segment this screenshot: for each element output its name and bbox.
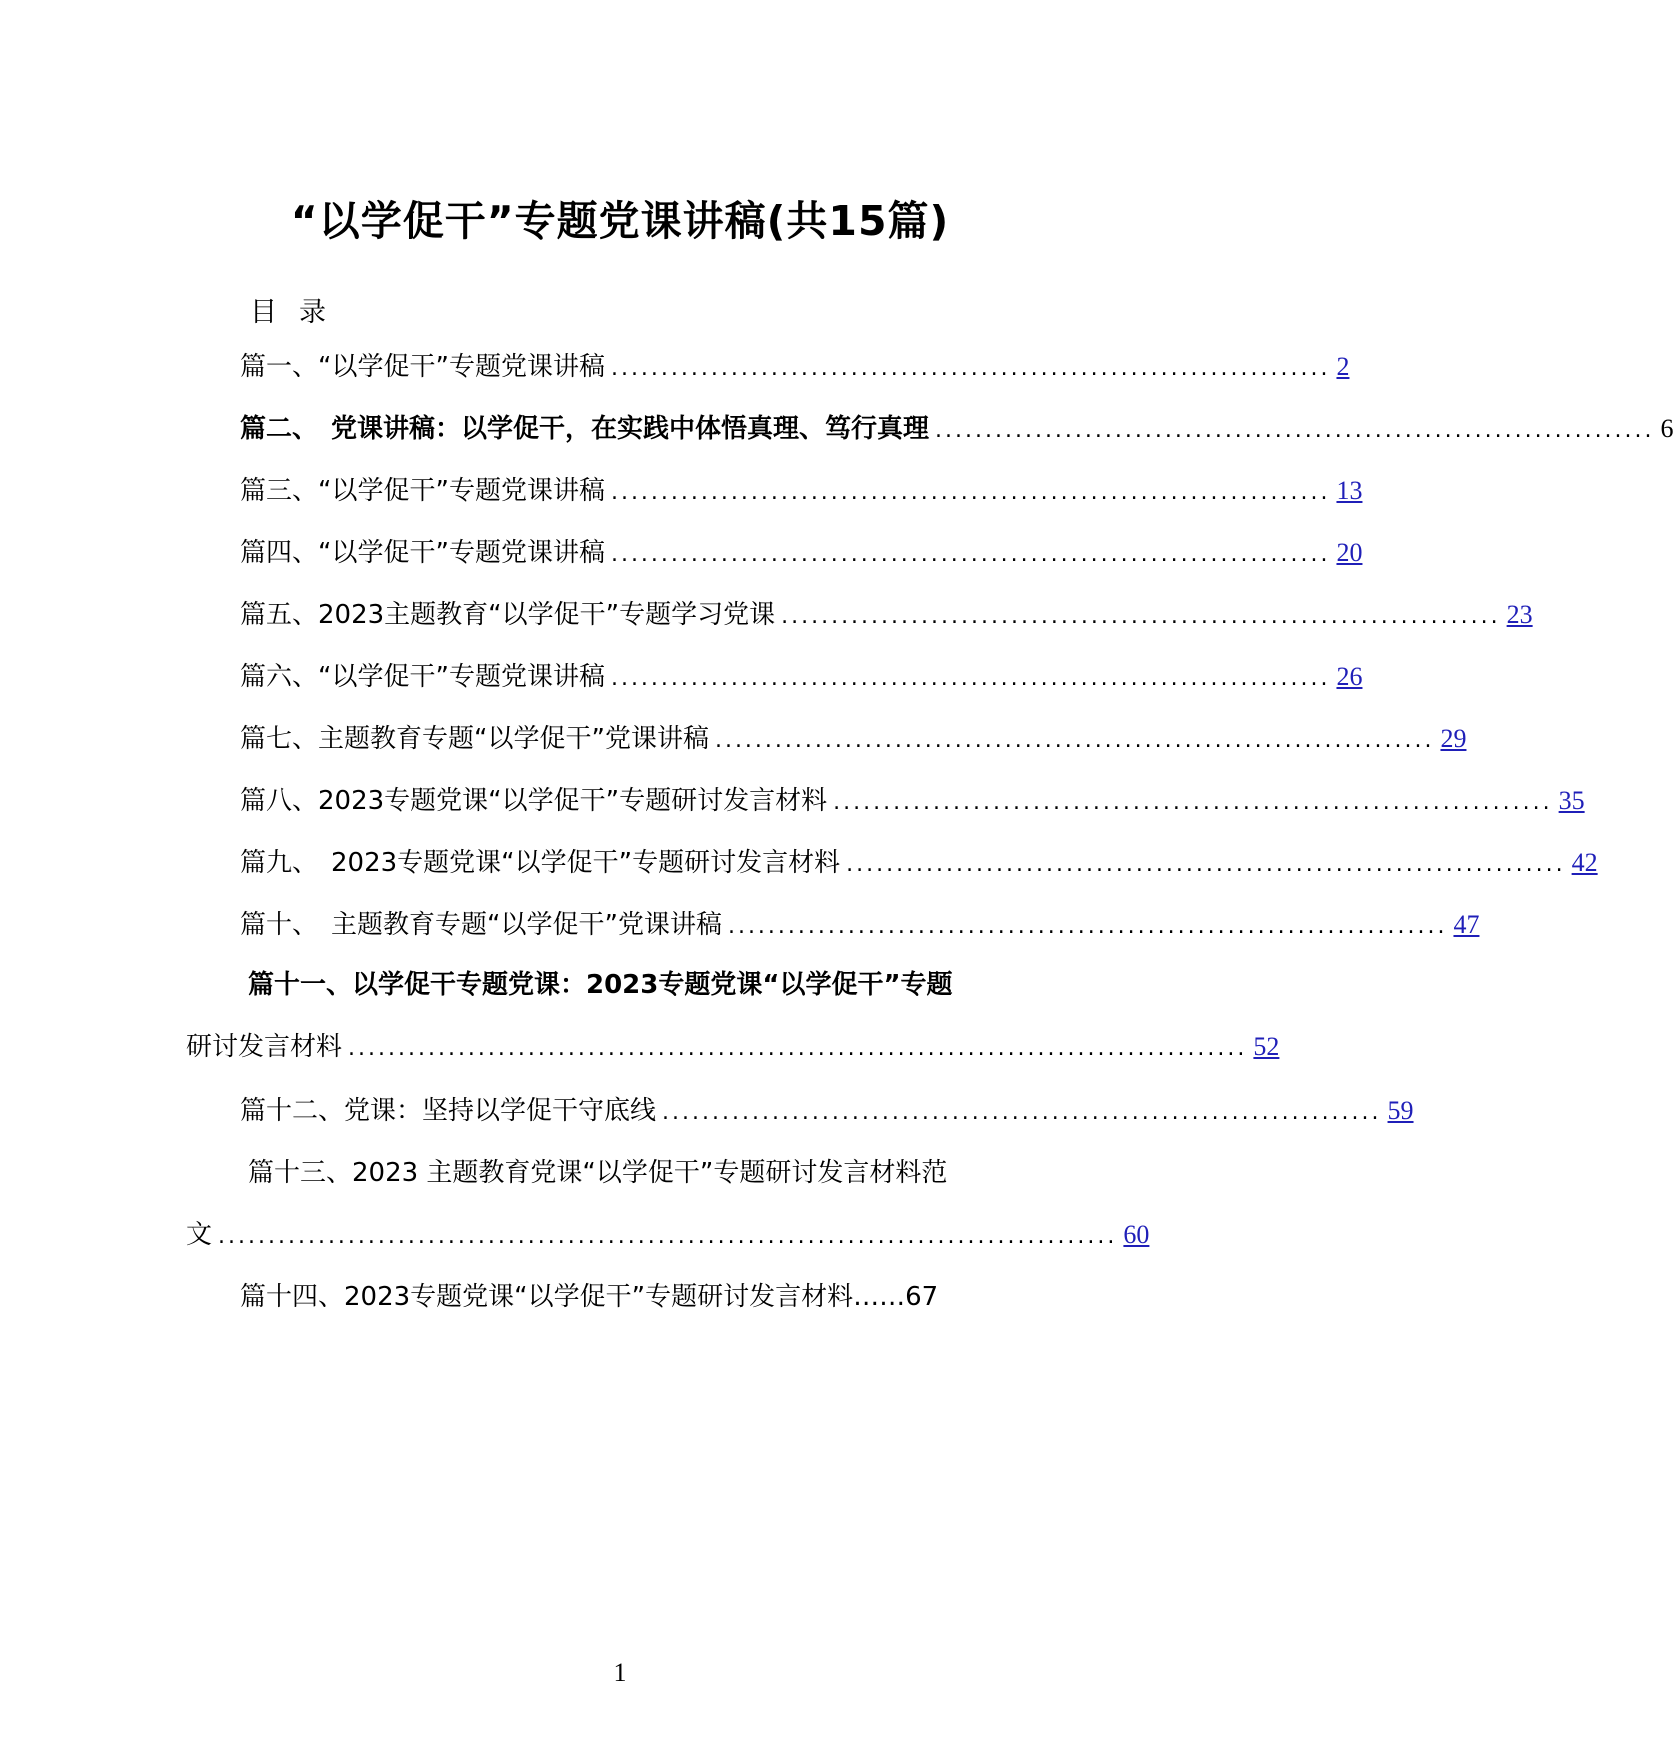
toc-leader-dots: .......................................................................................... — [218, 1224, 1118, 1249]
toc-leader-dots: ........................................................................ — [935, 418, 1655, 443]
toc-entry-title: 篇五、2023主题教育“以学促干”专题学习党课 — [240, 600, 776, 630]
toc-entry-title: 篇十三、2023 主题教育党课“以学促干”专题研讨发言材料范 — [248, 1158, 948, 1188]
toc-entry[interactable] — [240, 718, 1467, 754]
toc-page-link[interactable]: 29 — [1440, 724, 1467, 753]
toc-page-link[interactable]: 47 — [1453, 910, 1480, 939]
toc-entry[interactable] — [240, 1276, 1040, 1312]
page-number: 1 — [613, 1658, 627, 1687]
toc-page-number: 6 — [1660, 414, 1674, 443]
toc-page-link[interactable]: 52 — [1253, 1032, 1280, 1061]
toc-entry[interactable] — [240, 780, 1585, 816]
toc-page-link[interactable]: 60 — [1123, 1220, 1150, 1249]
toc-leader-dots: ........................................................................ — [714, 728, 1435, 753]
toc-entry[interactable] — [240, 1090, 1414, 1126]
toc-page-link[interactable]: 35 — [1558, 786, 1585, 815]
toc-leader-dots: ........................................................................ — [727, 914, 1448, 939]
toc-leader-dots: ........................................................................ — [662, 1100, 1382, 1125]
toc-entry-first-line[interactable] — [248, 964, 1038, 1000]
toc-entry-title-continued: 研讨发言材料 — [186, 1032, 343, 1062]
toc-entry-title: 篇十一、以学促干专题党课：2023专题党课“以学促干”专题 — [248, 970, 953, 1000]
toc-leader-dots: ........................................................................ — [846, 852, 1566, 877]
toc-entry-title-continued: 文 — [186, 1220, 213, 1250]
toc-entry-title: 篇十四、2023专题党课“以学促干”专题研讨发言材料……67 — [240, 1282, 939, 1312]
toc-entry-first-line[interactable] — [248, 1152, 1048, 1188]
toc-page-link[interactable]: 2 — [1336, 352, 1350, 381]
toc-entry[interactable] — [240, 904, 1480, 940]
toc-leader-dots: ........................................................................ — [781, 604, 1501, 629]
toc-entry-title: 篇四、“以学促干”专题党课讲稿 — [240, 538, 605, 568]
toc-entry[interactable] — [240, 470, 1363, 506]
toc-page-link[interactable]: 20 — [1336, 538, 1363, 567]
toc-page-link[interactable]: 42 — [1571, 848, 1598, 877]
toc-entry[interactable] — [240, 532, 1363, 568]
toc-entry-title: 篇七、主题教育专题“以学促干”党课讲稿 — [240, 724, 709, 754]
toc-leader-dots: ........................................................................ — [610, 542, 1331, 567]
toc-entry-title: 篇十、 主题教育专题“以学促干”党课讲稿 — [240, 910, 722, 940]
toc-page-link[interactable]: 23 — [1506, 600, 1533, 629]
toc-page-link[interactable]: 26 — [1336, 662, 1363, 691]
toc-heading: 目录 — [250, 297, 348, 328]
toc-entry[interactable] — [240, 656, 1363, 692]
toc-entry[interactable] — [240, 408, 1674, 444]
toc-entry[interactable] — [240, 346, 1350, 382]
toc-entry-continuation[interactable] — [186, 1214, 1150, 1250]
toc-entry[interactable] — [240, 594, 1533, 630]
toc-entry-title: 篇十二、党课：坚持以学促干守底线 — [240, 1096, 657, 1126]
toc-leader-dots: ........................................................................ — [610, 666, 1331, 691]
toc-leader-dots: ........................................................................ — [833, 790, 1553, 815]
toc-entry-title: 篇二、 党课讲稿：以学促干，在实践中体悟真理、笃行真理 — [240, 414, 930, 444]
toc-entry-title: 篇九、 2023专题党课“以学促干”专题研讨发言材料 — [240, 848, 841, 878]
toc-entry[interactable] — [240, 842, 1598, 878]
document-title: “以学促干”专题党课讲稿(共15篇) — [290, 197, 950, 245]
toc-leader-dots: ........................................................................ — [610, 356, 1331, 381]
toc-leader-dots: .......................................................................................... — [348, 1036, 1248, 1061]
toc-leader-dots: ........................................................................ — [610, 480, 1331, 505]
toc-page-link[interactable]: 59 — [1387, 1096, 1414, 1125]
toc-page-link[interactable]: 13 — [1336, 476, 1363, 505]
toc-entry-title: 篇六、“以学促干”专题党课讲稿 — [240, 662, 605, 692]
toc-entry-title: 篇八、2023专题党课“以学促干”专题研讨发言材料 — [240, 786, 828, 816]
toc-entry-title: 篇一、“以学促干”专题党课讲稿 — [240, 352, 605, 382]
toc-entry-continuation[interactable] — [186, 1026, 1280, 1062]
toc-entry-title: 篇三、“以学促干”专题党课讲稿 — [240, 476, 605, 506]
